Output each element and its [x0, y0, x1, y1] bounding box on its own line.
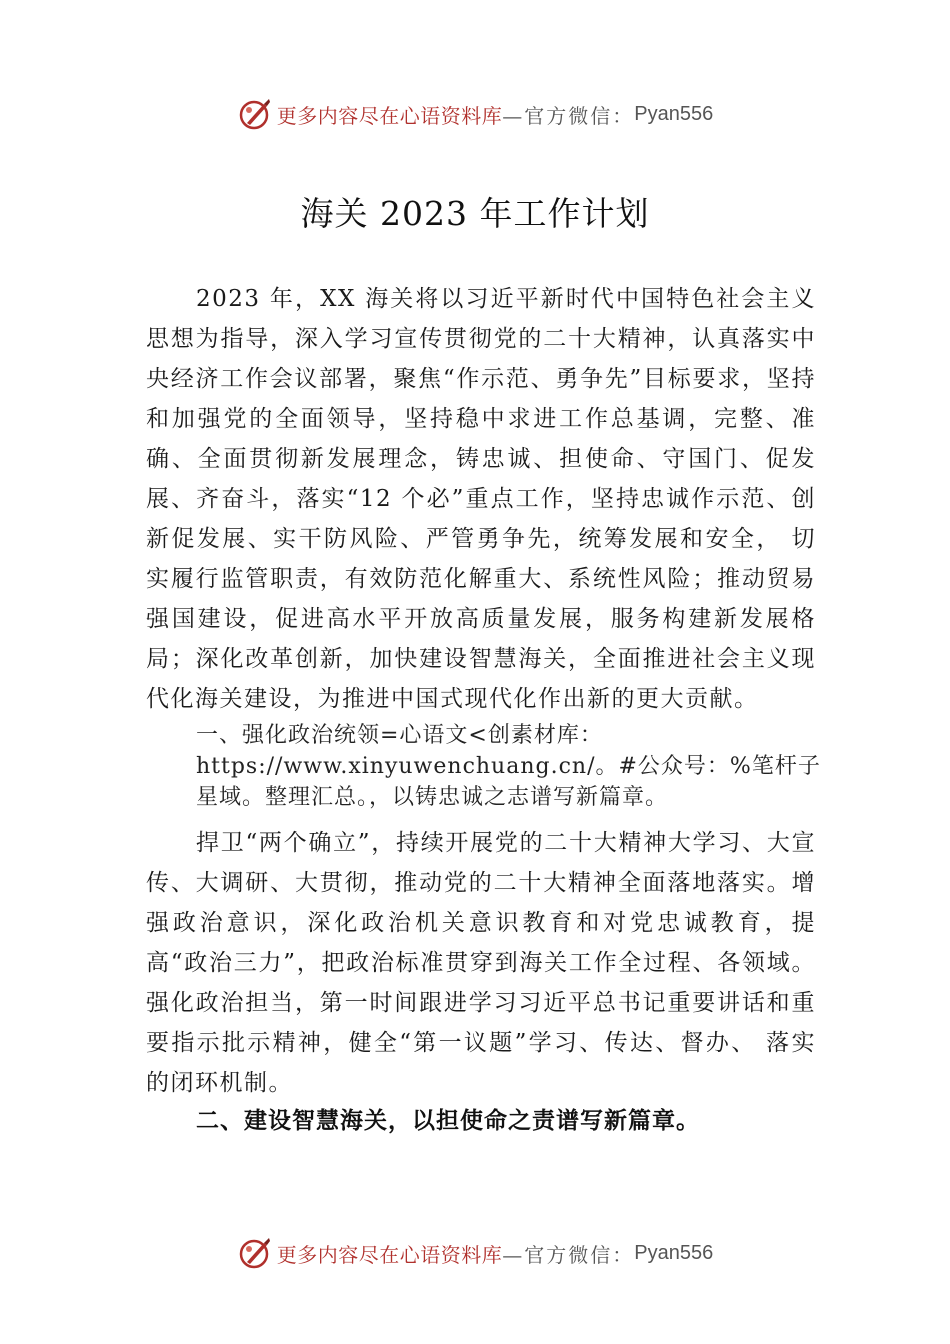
pen-logo-icon — [237, 1235, 273, 1271]
header-banner — [0, 94, 950, 134]
section-1-paragraph: 捍卫“两个确立”，持续开展党的二十大精神大学习、大宣传、大调研、大贯彻，推动党的二十大精神全面落地落实。增强政治意识，深化政治机关意识教育和对党忠诚教育，提高“政治三力”，把政治标准贯穿到海关工作全过程、各领域。强化政治担当，第一时间跟进学习习近平总书记重要讲话和重要指示批示精神，健全“第一议题”学习、传达、督办、 落实的闭环机制。 — [146, 830, 816, 1096]
page-title: 海关 2023 年工作计划 — [300, 194, 650, 233]
banner-sub-text: —官方微信： — [502, 103, 635, 128]
banner-main-text: 更多内容尽在心语资料库 — [276, 1242, 503, 1267]
section-heading-1: 一、强化政治统领=心语文<创素材库：https://www.xinyuwenchuang.cn/。#公众号：%笔杆子星域。整理汇总。，以铸忠诚之志谱写新篇章。 — [196, 723, 821, 810]
intro-paragraph: 2023 年，XX 海关将以习近平新时代中国特色社会主义思想为指导，深入学习宣传贯彻党的二十大精神，认真落实中央经济工作会议部署，聚焦“作示范、勇争先”目标要求，坚持和加强党的全面领导，坚持稳中求进工作总基调，完整、准确、全面贯彻新发展理念，铸忠诚、担使命、守国门、促发展、齐奋斗，落实“12 个必”重点工作，坚持忠诚作示范、创新促发展、实干防风险、严管勇争先，统筹发展和安全， 切实履行监管职责，有效防范化解重大、系统性风险；推动贸易强国建设，促进高水平开放高质量发展，服务构建新发展格局；深化改革创新，加快建设智慧海关，全面推进社会主义现代化海关建设，为推进中国式现代化作出新的更大贡献。 — [146, 286, 816, 712]
banner-wechat-id: Pyan556 — [634, 102, 714, 125]
banner-wechat-id: Pyan556 — [634, 1241, 714, 1264]
section-heading-2: 二、建设智慧海关，以担使命之责谱写新篇章。 — [196, 1108, 700, 1134]
pen-logo-icon — [237, 96, 273, 132]
banner-main-text: 更多内容尽在心语资料库 — [276, 103, 503, 128]
footer-banner — [0, 1233, 950, 1273]
banner-sub-text: —官方微信： — [502, 1242, 635, 1267]
